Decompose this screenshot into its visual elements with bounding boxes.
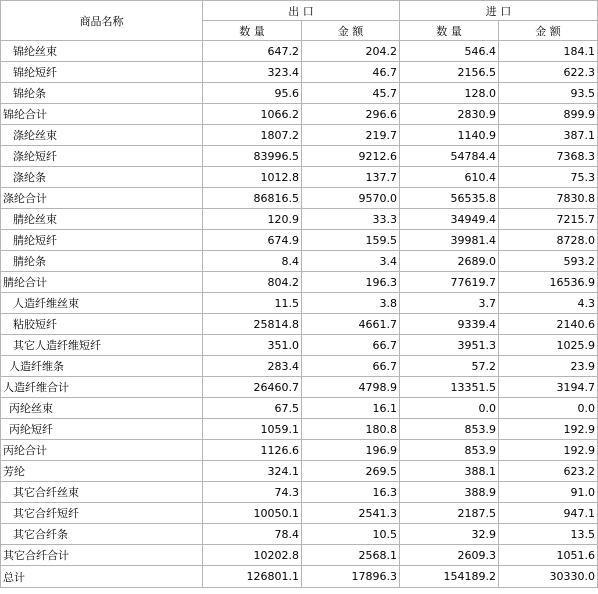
export-quantity-header: 数 量 (203, 21, 302, 41)
export-amount-cell: 45.7 (302, 83, 400, 104)
import-quantity-cell: 2689.0 (400, 251, 499, 272)
export-amount-cell: 296.6 (302, 104, 400, 125)
import-amount-cell: 4.3 (499, 293, 598, 314)
export-quantity-cell: 324.1 (203, 461, 302, 482)
import-quantity-cell: 853.9 (400, 440, 499, 461)
export-quantity-cell: 67.5 (203, 398, 302, 419)
product-name-cell: 腈纶短纤 (1, 230, 203, 251)
total-label: 总计 (1, 566, 203, 588)
product-name-cell: 丙纶丝束 (1, 398, 203, 419)
table-row (1, 482, 598, 503)
export-amount-cell: 3.8 (302, 293, 400, 314)
table-row (1, 356, 598, 377)
total-export-quantity: 126801.1 (203, 566, 302, 588)
import-amount-cell: 192.9 (499, 440, 598, 461)
import-quantity-cell: 2187.5 (400, 503, 499, 524)
export-quantity-cell: 1059.1 (203, 419, 302, 440)
product-name-cell: 腈纶条 (1, 251, 203, 272)
import-amount-cell: 8728.0 (499, 230, 598, 251)
import-quantity-cell: 388.1 (400, 461, 499, 482)
table-row (1, 104, 598, 125)
table-row (1, 503, 598, 524)
table-row (1, 83, 598, 104)
export-amount-cell: 10.5 (302, 524, 400, 545)
export-quantity-cell: 804.2 (203, 272, 302, 293)
export-quantity-cell: 83996.5 (203, 146, 302, 167)
table-row (1, 440, 598, 461)
export-amount-cell: 2568.1 (302, 545, 400, 566)
export-amount-cell: 2541.3 (302, 503, 400, 524)
export-quantity-cell: 78.4 (203, 524, 302, 545)
import-amount-cell: 75.3 (499, 167, 598, 188)
export-quantity-cell: 1066.2 (203, 104, 302, 125)
export-quantity-cell: 323.4 (203, 62, 302, 83)
import-amount-cell: 622.3 (499, 62, 598, 83)
export-quantity-cell: 10202.8 (203, 545, 302, 566)
import-quantity-cell: 2830.9 (400, 104, 499, 125)
table-row (1, 461, 598, 482)
import-quantity-cell: 77619.7 (400, 272, 499, 293)
product-name-cell: 锦纶短纤 (1, 62, 203, 83)
export-quantity-cell: 8.4 (203, 251, 302, 272)
total-row (1, 566, 598, 588)
import-quantity-cell: 13351.5 (400, 377, 499, 398)
import-amount-cell: 623.2 (499, 461, 598, 482)
export-amount-cell: 196.9 (302, 440, 400, 461)
table-row (1, 293, 598, 314)
table-row (1, 41, 598, 62)
import-amount-cell: 93.5 (499, 83, 598, 104)
import-quantity-cell: 57.2 (400, 356, 499, 377)
import-quantity-cell: 853.9 (400, 419, 499, 440)
export-amount-cell: 16.1 (302, 398, 400, 419)
product-name-cell: 腈纶合计 (1, 272, 203, 293)
table-row (1, 62, 598, 83)
table-row (1, 167, 598, 188)
import-quantity-cell: 0.0 (400, 398, 499, 419)
export-amount-cell: 137.7 (302, 167, 400, 188)
import-amount-cell: 947.1 (499, 503, 598, 524)
export-amount-cell: 204.2 (302, 41, 400, 62)
import-amount-cell: 7215.7 (499, 209, 598, 230)
product-name-cell: 丙纶短纤 (1, 419, 203, 440)
export-amount-cell: 66.7 (302, 356, 400, 377)
product-name-cell: 粘胶短纤 (1, 314, 203, 335)
header-row-top (1, 1, 598, 21)
import-amount-cell: 91.0 (499, 482, 598, 503)
import-amount-cell: 0.0 (499, 398, 598, 419)
export-amount-cell: 16.3 (302, 482, 400, 503)
import-amount-cell: 3194.7 (499, 377, 598, 398)
product-name-header: 商品名称 (1, 1, 203, 41)
import-amount-header: 金 额 (499, 21, 598, 41)
product-name-cell: 腈纶丝束 (1, 209, 203, 230)
export-amount-cell: 9212.6 (302, 146, 400, 167)
import-amount-cell: 7368.3 (499, 146, 598, 167)
import-quantity-cell: 32.9 (400, 524, 499, 545)
export-quantity-cell: 95.6 (203, 83, 302, 104)
import-quantity-cell: 546.4 (400, 41, 499, 62)
export-quantity-cell: 11.5 (203, 293, 302, 314)
total-import-quantity: 154189.2 (400, 566, 499, 588)
import-quantity-cell: 54784.4 (400, 146, 499, 167)
export-amount-header: 金 额 (302, 21, 400, 41)
export-amount-cell: 9570.0 (302, 188, 400, 209)
export-quantity-cell: 120.9 (203, 209, 302, 230)
product-name-cell: 涤纶短纤 (1, 146, 203, 167)
export-quantity-cell: 1012.8 (203, 167, 302, 188)
table-body (1, 41, 598, 566)
import-quantity-cell: 39981.4 (400, 230, 499, 251)
table-row (1, 335, 598, 356)
product-name-cell: 丙纶合计 (1, 440, 203, 461)
export-quantity-cell: 351.0 (203, 335, 302, 356)
export-amount-cell: 219.7 (302, 125, 400, 146)
export-amount-cell: 269.5 (302, 461, 400, 482)
product-name-cell: 锦纶丝束 (1, 41, 203, 62)
table-row (1, 251, 598, 272)
import-amount-cell: 13.5 (499, 524, 598, 545)
import-quantity-header: 数 量 (400, 21, 499, 41)
import-quantity-cell: 610.4 (400, 167, 499, 188)
import-amount-cell: 2140.6 (499, 314, 598, 335)
export-quantity-cell: 10050.1 (203, 503, 302, 524)
export-quantity-cell: 283.4 (203, 356, 302, 377)
total-export-amount: 17896.3 (302, 566, 400, 588)
import-amount-cell: 593.2 (499, 251, 598, 272)
import-amount-cell: 184.1 (499, 41, 598, 62)
table-row (1, 146, 598, 167)
import-amount-cell: 899.9 (499, 104, 598, 125)
product-name-cell: 其它合纤条 (1, 524, 203, 545)
table-row (1, 125, 598, 146)
export-quantity-cell: 1807.2 (203, 125, 302, 146)
export-quantity-cell: 1126.6 (203, 440, 302, 461)
product-name-cell: 其它合纤丝束 (1, 482, 203, 503)
import-amount-cell: 23.9 (499, 356, 598, 377)
product-name-cell: 人造纤维丝束 (1, 293, 203, 314)
table-row (1, 377, 598, 398)
table-row (1, 524, 598, 545)
table-row (1, 209, 598, 230)
export-amount-cell: 4661.7 (302, 314, 400, 335)
table-row (1, 230, 598, 251)
import-quantity-cell: 128.0 (400, 83, 499, 104)
import-quantity-cell: 56535.8 (400, 188, 499, 209)
export-quantity-cell: 86816.5 (203, 188, 302, 209)
product-name-cell: 其它合纤短纤 (1, 503, 203, 524)
import-amount-cell: 16536.9 (499, 272, 598, 293)
total-import-amount: 30330.0 (499, 566, 598, 588)
export-quantity-cell: 25814.8 (203, 314, 302, 335)
import-quantity-cell: 2609.3 (400, 545, 499, 566)
import-quantity-cell: 1140.9 (400, 125, 499, 146)
import-amount-cell: 1051.6 (499, 545, 598, 566)
export-amount-cell: 66.7 (302, 335, 400, 356)
export-quantity-cell: 674.9 (203, 230, 302, 251)
export-amount-cell: 3.4 (302, 251, 400, 272)
import-quantity-cell: 3951.3 (400, 335, 499, 356)
table-row (1, 188, 598, 209)
product-name-cell: 涤纶丝束 (1, 125, 203, 146)
import-header: 进 口 (400, 1, 598, 21)
export-amount-cell: 196.3 (302, 272, 400, 293)
table-row (1, 398, 598, 419)
import-amount-cell: 387.1 (499, 125, 598, 146)
import-quantity-cell: 388.9 (400, 482, 499, 503)
table-row (1, 272, 598, 293)
product-name-cell: 人造纤维合计 (1, 377, 203, 398)
import-amount-cell: 7830.8 (499, 188, 598, 209)
product-name-cell: 芳纶 (1, 461, 203, 482)
product-name-cell: 涤纶条 (1, 167, 203, 188)
export-quantity-cell: 647.2 (203, 41, 302, 62)
product-name-cell: 人造纤维条 (1, 356, 203, 377)
product-name-cell: 锦纶合计 (1, 104, 203, 125)
product-name-cell: 涤纶合计 (1, 188, 203, 209)
product-name-cell: 其它人造纤维短纤 (1, 335, 203, 356)
export-amount-cell: 4798.9 (302, 377, 400, 398)
table-row (1, 419, 598, 440)
import-quantity-cell: 9339.4 (400, 314, 499, 335)
export-quantity-cell: 74.3 (203, 482, 302, 503)
product-name-cell: 锦纶条 (1, 83, 203, 104)
table-row (1, 314, 598, 335)
table-row (1, 545, 598, 566)
export-quantity-cell: 26460.7 (203, 377, 302, 398)
import-quantity-cell: 34949.4 (400, 209, 499, 230)
export-amount-cell: 159.5 (302, 230, 400, 251)
export-amount-cell: 46.7 (302, 62, 400, 83)
import-quantity-cell: 2156.5 (400, 62, 499, 83)
product-name-cell: 其它合纤合计 (1, 545, 203, 566)
import-amount-cell: 1025.9 (499, 335, 598, 356)
export-header: 出 口 (203, 1, 400, 21)
export-amount-cell: 180.8 (302, 419, 400, 440)
export-amount-cell: 33.3 (302, 209, 400, 230)
import-quantity-cell: 3.7 (400, 293, 499, 314)
import-amount-cell: 192.9 (499, 419, 598, 440)
